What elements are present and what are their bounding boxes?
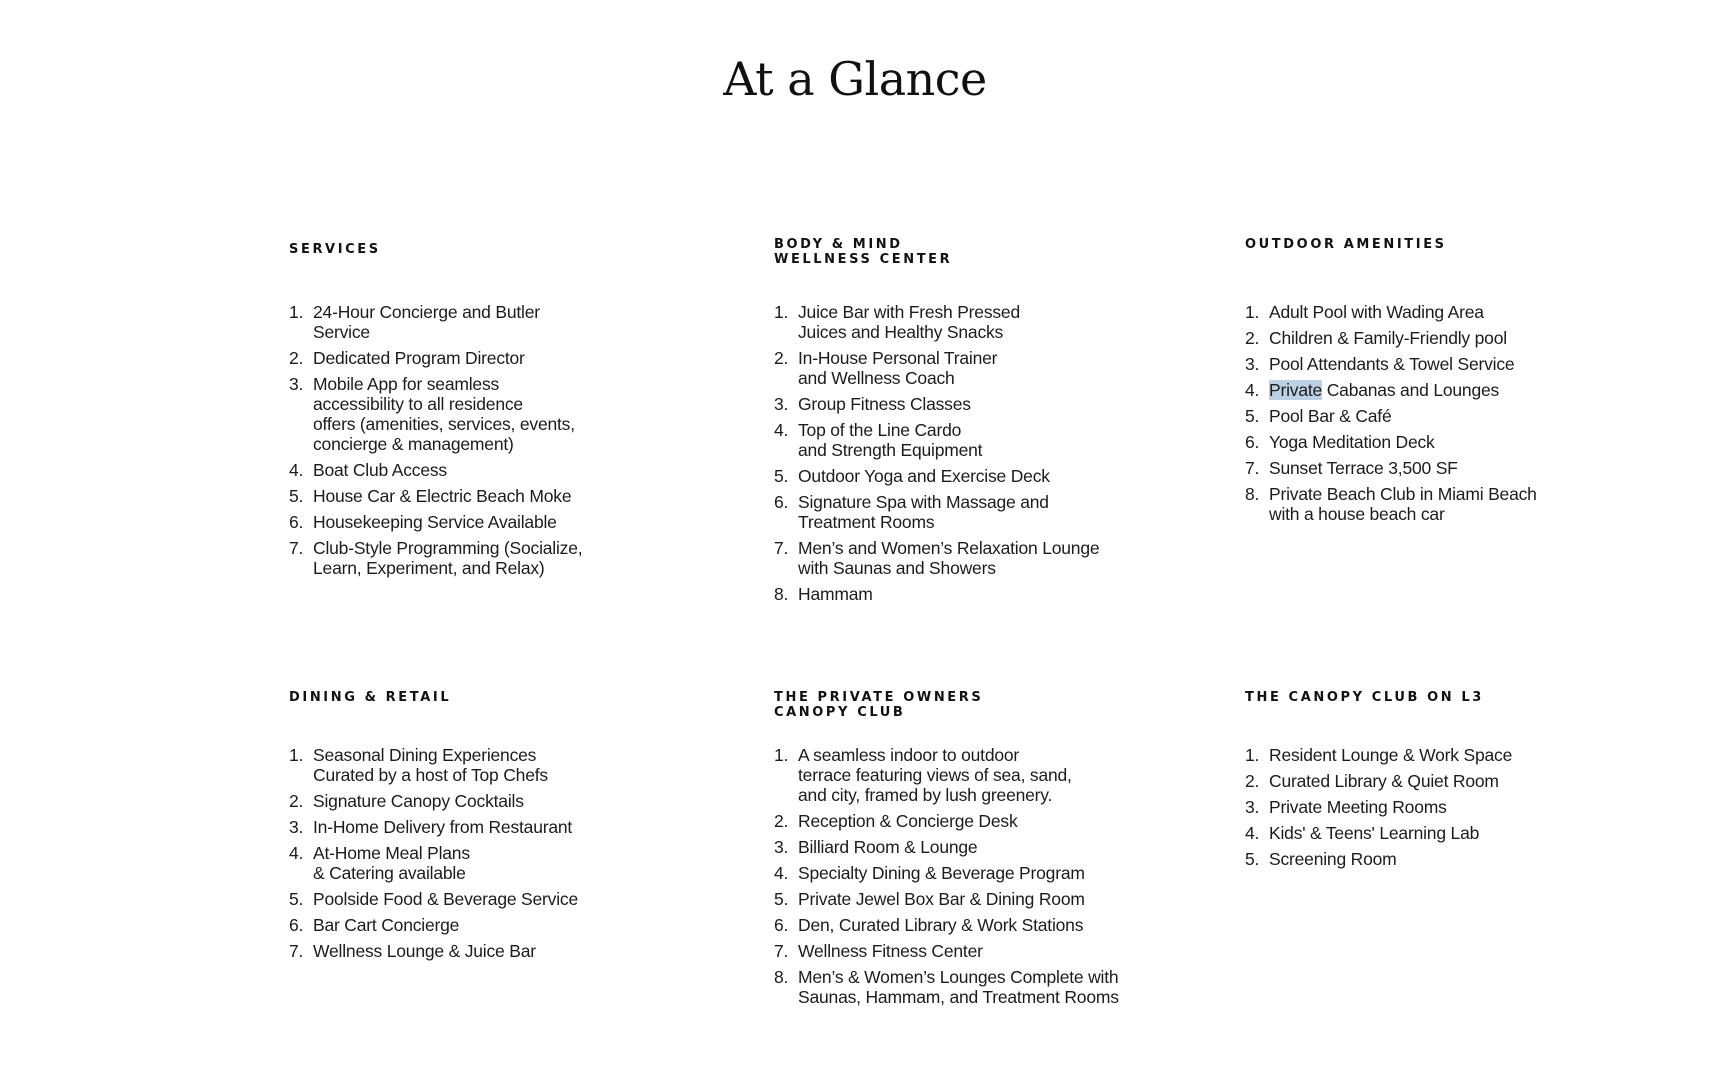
item-number: 2. [289,791,304,811]
list-item [289,538,582,578]
item-text: House Car & Electric Beach Moke [313,486,572,506]
list-item [774,863,1119,883]
list-item [774,915,1119,935]
list-item [1245,354,1537,374]
item-number: 6. [289,512,304,532]
list-item [289,915,578,935]
item-text: Adult Pool with Wading Area [1269,302,1484,322]
item-text: Men’s & Women’s Lounges Complete with Saunas, Hammam, and Treatment Rooms [798,967,1119,1007]
list-item [774,466,1099,486]
item-text: Sunset Terrace 3,500 SF [1269,458,1458,478]
section-heading: OUTDOOR AMENITIES [1245,237,1447,252]
item-number: 3. [289,374,304,394]
item-text-rest: Cabanas and Lounges [1322,380,1500,400]
list-item [774,584,1099,604]
item-number: 2. [1245,328,1260,348]
list-item [289,302,582,342]
item-text: Housekeeping Service Available [313,512,557,532]
list-item [1245,328,1537,348]
list-item [1245,771,1512,791]
list-item [289,843,578,883]
wellness-center-list [774,302,1099,610]
list-item [289,941,578,961]
item-text: Top of the Line Cardo and Strength Equipment [798,420,983,460]
list-item [1245,458,1537,478]
list-item [774,745,1119,805]
item-text: Private Jewel Box Bar & Dining Room [798,889,1085,909]
item-text: Bar Cart Concierge [313,915,460,935]
item-text: Resident Lounge & Work Space [1269,745,1513,765]
canopy-club-l3-list [1245,745,1512,875]
section-outdoor-amenities [1245,237,1665,557]
item-number: 6. [289,915,304,935]
list-item [1245,302,1537,322]
outdoor-amenities-list [1245,302,1537,530]
section-heading: BODY & MIND WELLNESS CENTER [774,237,953,267]
dining-retail-list [289,745,578,967]
item-number: 2. [1245,771,1260,791]
item-text: In-Home Delivery from Restaurant [313,817,573,837]
section-private-owners-canopy-club [774,690,1194,1020]
item-text: Den, Curated Library & Work Stations [798,915,1084,935]
item-number: 3. [774,837,789,857]
item-number: 4. [774,420,789,440]
list-item [289,374,582,454]
item-number: 7. [289,538,304,558]
list-item [774,837,1119,857]
item-text: Poolside Food & Beverage Service [313,889,579,909]
item-number: 3. [289,817,304,837]
item-number: 7. [289,941,304,961]
list-item [1245,406,1537,426]
item-number: 3. [1245,354,1260,374]
section-heading: DINING & RETAIL [289,690,452,705]
item-number: 8. [1245,484,1260,504]
item-number: 5. [289,889,304,909]
item-number: 2. [774,811,789,831]
list-item [774,811,1119,831]
item-number: 1. [1245,302,1260,322]
item-number: 4. [1245,380,1260,400]
list-item [289,745,578,785]
list-item [289,348,582,368]
list-item [1245,849,1512,869]
item-text: Specialty Dining & Beverage Program [798,863,1085,883]
item-number: 8. [774,584,789,604]
section-dining-retail [289,690,679,990]
section-heading: THE CANOPY CLUB ON L3 [1245,690,1484,705]
list-item [774,538,1099,578]
item-number: 1. [1245,745,1260,765]
item-number: 7. [1245,458,1260,478]
item-number: 3. [1245,797,1260,817]
item-text: Private Beach Club in Miami Beach with a house beach car [1269,484,1537,524]
item-text: Hammam [798,584,873,604]
item-text: Kids' & Teens' Learning Lab [1269,823,1480,843]
item-number: 6. [774,492,789,512]
item-text: Billiard Room & Lounge [798,837,978,857]
list-item [1245,745,1512,765]
item-number: 1. [289,745,304,765]
selected-text-highlight: Private [1269,380,1323,400]
item-text: Curated Library & Quiet Room [1269,771,1499,791]
item-text: Wellness Fitness Center [798,941,983,961]
item-number: 4. [774,863,789,883]
item-number: 4. [1245,823,1260,843]
item-text: Pool Bar & Café [1269,406,1392,426]
section-body-mind-wellness-center [774,237,1194,617]
item-text: Screening Room [1269,849,1397,869]
item-text: Juice Bar with Fresh Pressed Juices and Healthy Snacks [798,302,1020,342]
item-text: Signature Spa with Massage and Treatment Rooms [798,492,1049,532]
list-item [289,791,578,811]
list-item [774,889,1119,909]
item-number: 1. [774,302,789,322]
list-item [774,348,1099,388]
list-item [289,817,578,837]
item-number: 8. [774,967,789,987]
list-item [1245,380,1537,400]
item-text: Club-Style Programming (Socialize, Learn, Experiment, and Relax) [313,538,583,578]
list-item [289,512,582,532]
item-number: 6. [1245,432,1260,452]
item-text: A seamless indoor to outdoor terrace featuring views of sea, sand, and city, framed by lush greenery. [798,745,1072,805]
list-item [1245,484,1537,524]
section-canopy-club-l3 [1245,690,1665,890]
item-number: 6. [774,915,789,935]
item-text: 24-Hour Concierge and Butler Service [313,302,540,342]
list-item [1245,432,1537,452]
list-item [774,302,1099,342]
section-services [289,242,679,622]
item-text: Dedicated Program Director [313,348,525,368]
item-text: Reception & Concierge Desk [798,811,1018,831]
section-heading: THE PRIVATE OWNERS CANOPY CLUB [774,690,984,720]
item-text: Outdoor Yoga and Exercise Deck [798,466,1050,486]
item-text: Mobile App for seamless accessibility to all residence offers (amenities, services, events, concierge & management) [313,374,575,454]
item-text: Group Fitness Classes [798,394,971,414]
item-number: 7. [774,538,789,558]
list-item [774,492,1099,532]
canopy-club-list [774,745,1119,1013]
item-number: 5. [774,466,789,486]
item-text: In-House Personal Trainer and Wellness Coach [798,348,998,388]
list-item [289,486,582,506]
page-title: At a Glance [723,52,987,106]
item-text: Signature Canopy Cocktails [313,791,524,811]
list-item [774,941,1119,961]
list-item [774,420,1099,460]
item-number: 4. [289,460,304,480]
services-list [289,302,582,584]
item-text [1269,380,1499,400]
item-number: 1. [774,745,789,765]
item-number: 4. [289,843,304,863]
item-number: 5. [774,889,789,909]
item-text: Yoga Meditation Deck [1269,432,1435,452]
item-number: 5. [289,486,304,506]
item-number: 5. [1245,406,1260,426]
list-item [774,394,1099,414]
item-text: Children & Family-Friendly pool [1269,328,1507,348]
item-text: Pool Attendants & Towel Service [1269,354,1515,374]
item-text: Private Meeting Rooms [1269,797,1447,817]
list-item [289,460,582,480]
item-text: Wellness Lounge & Juice Bar [313,941,536,961]
list-item [774,967,1119,1007]
item-number: 5. [1245,849,1260,869]
item-text: Boat Club Access [313,460,447,480]
list-item [1245,823,1512,843]
item-text: At-Home Meal Plans & Catering available [313,843,470,883]
item-number: 1. [289,302,304,322]
item-number: 7. [774,941,789,961]
item-number: 2. [774,348,789,368]
item-text: Seasonal Dining Experiences Curated by a host of Top Chefs [313,745,548,785]
section-heading: SERVICES [289,242,381,257]
item-number: 3. [774,394,789,414]
item-number: 2. [289,348,304,368]
item-text: Men’s and Women’s Relaxation Lounge with Saunas and Showers [798,538,1100,578]
list-item [1245,797,1512,817]
list-item [289,889,578,909]
